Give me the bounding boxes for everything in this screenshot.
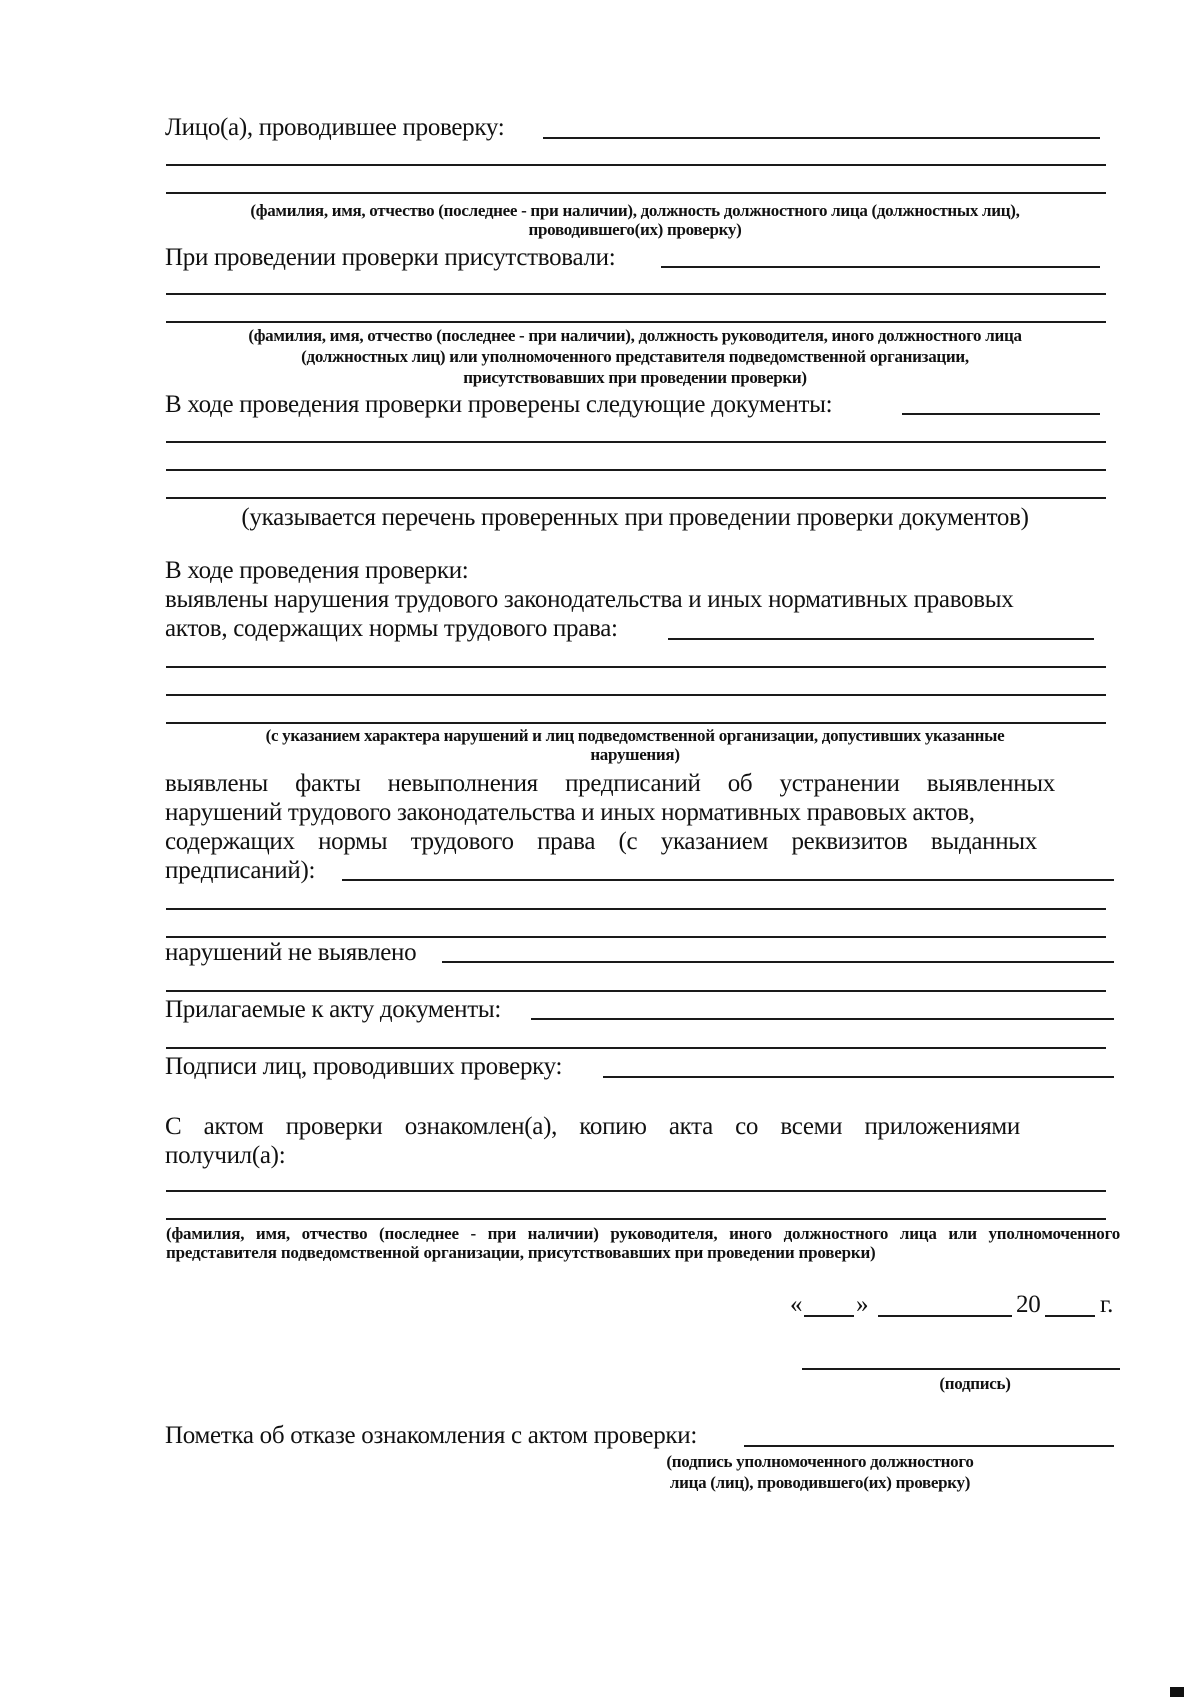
attachments-label: Прилагаемые к акту документы: bbox=[165, 996, 502, 1023]
date-day-field[interactable] bbox=[804, 1315, 854, 1317]
inspectors-fill-line-2[interactable] bbox=[166, 164, 1106, 166]
documents-fill-line-3[interactable] bbox=[166, 469, 1106, 471]
violations-fill-line-3[interactable] bbox=[166, 694, 1106, 696]
inspectors-caption-1: (фамилия, имя, отчество (последнее - при наличии), должность должностного лица (должностных лиц), bbox=[250, 201, 1020, 220]
violations-line-1: выявлены нарушения трудового законодательства и иных нормативных правовых bbox=[165, 586, 1014, 613]
documents-fill-line-2[interactable] bbox=[166, 441, 1106, 443]
acknowledgement-line-2: получил(а): bbox=[165, 1142, 286, 1169]
non-compliance-line-4: предписаний): bbox=[165, 857, 316, 884]
inspectors-caption-2: проводившего(их) проверку) bbox=[528, 220, 742, 239]
non-compliance-fill-line-2[interactable] bbox=[166, 908, 1106, 910]
present-caption-3: присутствовавших при проведении проверки) bbox=[463, 368, 807, 387]
attachments-fill-line-2[interactable] bbox=[166, 1047, 1106, 1049]
no-violations-label: нарушений не выявлено bbox=[165, 939, 417, 966]
inspectors-fill-line-1[interactable] bbox=[543, 137, 1100, 139]
date-open-quote: « bbox=[790, 1291, 803, 1318]
signature-caption: (подпись) bbox=[939, 1374, 1011, 1393]
violations-heading: В ходе проведения проверки: bbox=[165, 557, 469, 584]
date-close-quote: » bbox=[856, 1291, 869, 1318]
non-compliance-line-2: нарушений трудового законодательства и иных нормативных правовых актов, bbox=[165, 799, 975, 826]
acknowledgement-fill-line-2[interactable] bbox=[166, 1218, 1106, 1220]
no-violations-fill-line-1[interactable] bbox=[442, 961, 1114, 963]
violations-fill-line-4[interactable] bbox=[166, 722, 1106, 724]
signature-field[interactable] bbox=[802, 1368, 1120, 1370]
present-caption-1: (фамилия, имя, отчество (последнее - при наличии), должность руководителя, иного должностного лица bbox=[248, 326, 1022, 345]
acknowledgement-fill-line-1[interactable] bbox=[166, 1190, 1106, 1192]
refusal-fill-line[interactable] bbox=[744, 1445, 1114, 1447]
date-year-prefix: 20 bbox=[1016, 1291, 1041, 1318]
date-year-suffix: г. bbox=[1100, 1291, 1114, 1318]
violations-fill-line-2[interactable] bbox=[166, 666, 1106, 668]
acknowledgement-caption: (фамилия, имя, отчество (последнее - при наличии) руководителя, иного должностного лица или уполномоченного представителя подведомственной организации, присутствовавших при проведении проверки) bbox=[166, 1224, 1120, 1262]
present-fill-line-3[interactable] bbox=[166, 321, 1106, 323]
non-compliance-line-1: выявлены факты невыполнения предписаний об устранении выявленных bbox=[165, 770, 1055, 797]
date-month-field[interactable] bbox=[878, 1315, 1012, 1317]
refusal-caption-2: лица (лиц), проводившего(их) проверку) bbox=[669, 1473, 971, 1492]
non-compliance-fill-line-1[interactable] bbox=[342, 879, 1114, 881]
no-violations-fill-line-2[interactable] bbox=[166, 990, 1106, 992]
present-fill-line-2[interactable] bbox=[166, 293, 1106, 295]
violations-caption-2: нарушения) bbox=[590, 745, 680, 764]
refusal-label: Пометка об отказе ознакомления с актом проверки: bbox=[165, 1422, 697, 1449]
violations-line-2: актов, содержащих нормы трудового права: bbox=[165, 615, 618, 642]
present-label: При проведении проверки присутствовали: bbox=[165, 244, 616, 271]
signatures-label: Подписи лиц, проводивших проверку: bbox=[165, 1053, 563, 1080]
violations-caption-1: (с указанием характера нарушений и лиц подведомственной организации, допустивших указанные bbox=[265, 726, 1005, 745]
inspectors-fill-line-3[interactable] bbox=[166, 192, 1106, 194]
date-year-field[interactable] bbox=[1045, 1315, 1095, 1317]
documents-fill-line-1[interactable] bbox=[902, 413, 1100, 415]
attachments-fill-line-1[interactable] bbox=[531, 1018, 1114, 1020]
violations-fill-line-1[interactable] bbox=[668, 638, 1094, 640]
present-fill-line-1[interactable] bbox=[661, 266, 1100, 268]
non-compliance-line-3: содержащих нормы трудового права (с указанием реквизитов выданных bbox=[165, 828, 1037, 855]
documents-caption: (указывается перечень проверенных при проведении проверки документов) bbox=[241, 504, 1029, 531]
scan-mark bbox=[1170, 1687, 1184, 1697]
refusal-caption-1: (подпись уполномоченного должностного bbox=[666, 1452, 974, 1471]
present-caption-2: (должностных лиц) или уполномоченного представителя подведомственной организации, bbox=[301, 347, 969, 366]
documents-label: В ходе проведения проверки проверены следующие документы: bbox=[165, 391, 833, 418]
signatures-fill-line[interactable] bbox=[603, 1076, 1114, 1078]
inspectors-label: Лицо(а), проводившее проверку: bbox=[165, 114, 505, 141]
documents-fill-line-4[interactable] bbox=[166, 497, 1106, 499]
acknowledgement-line-1: С актом проверки ознакомлен(а), копию акта со всеми приложениями bbox=[165, 1113, 1020, 1140]
